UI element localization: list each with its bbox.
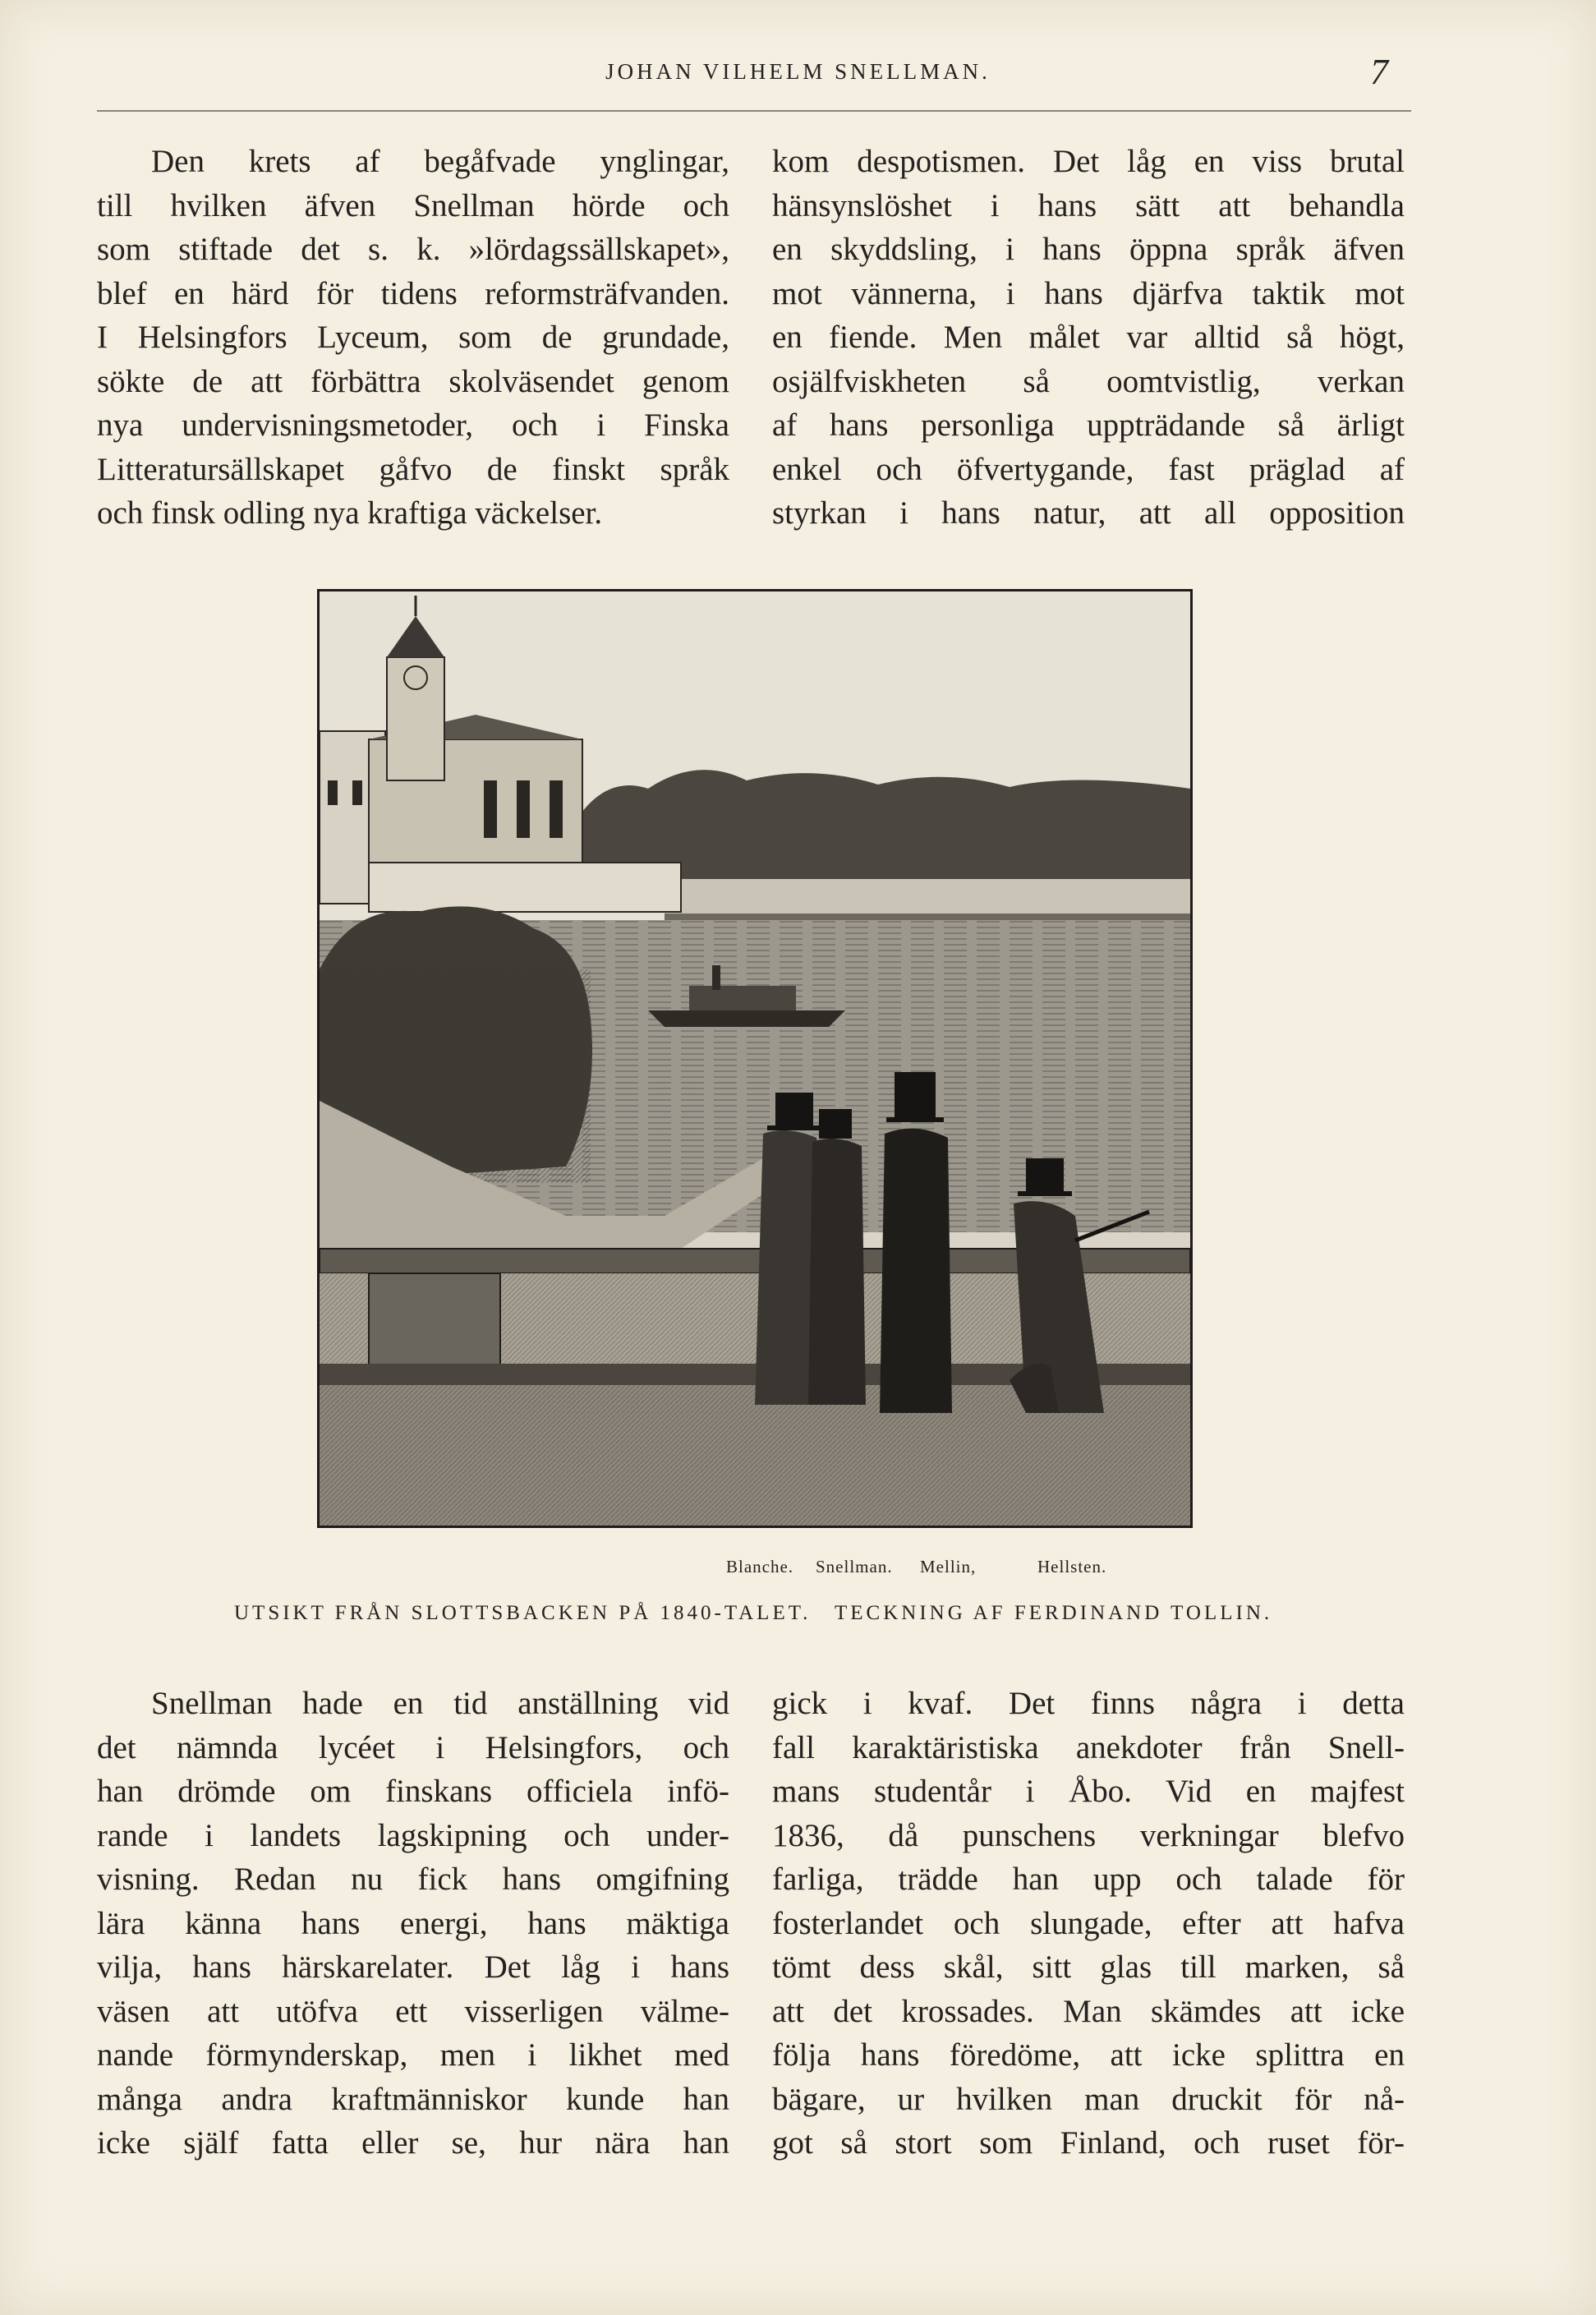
far-shore-quay xyxy=(665,914,1190,920)
text-line: följa hans föredöme, att icke splittra en xyxy=(772,2037,1405,2073)
text-line: han drömde om finskans officiela infö- xyxy=(97,1774,729,1809)
text-line: kom despotismen. Det låg en viss brutal xyxy=(772,144,1405,179)
text-line: fosterlandet och slungade, efter att hafva xyxy=(772,1905,1405,1941)
top-right-column xyxy=(772,140,1405,536)
text-line: många andra kraftmänniskor kunde han xyxy=(97,2081,729,2117)
running-title: JOHAN VILHELM SNELLMAN. xyxy=(605,59,991,84)
text-line: mot vännerna, i hans djärfva taktik mot xyxy=(772,275,1405,311)
text-line: mans studentår i Åbo. Vid en majfest xyxy=(772,1774,1405,1809)
figure-label-hellsten: Hellsten. xyxy=(1037,1557,1107,1576)
text-line: I Helsingfors Lyceum, som de grundade, xyxy=(97,320,729,355)
illustration-view-from-castle-hill xyxy=(320,591,1190,1526)
text-line: icke själf fatta eller se, hur nära han xyxy=(97,2125,729,2161)
text-line: blef en härd för tidens reformsträfvanden. xyxy=(97,275,729,311)
figure-caption-credit: TECKNING AF FERDINAND TOLLIN. xyxy=(835,1602,1273,1624)
text-line: en skyddsling, i hans öppna språk äfven xyxy=(772,232,1405,267)
text-line: osjälfviskheten så oomtvistlig, verkan xyxy=(772,363,1405,399)
text-line: bägare, ur hvilken man druckit för nå- xyxy=(772,2081,1405,2117)
text-line: af hans personliga uppträdande så ärligt xyxy=(772,407,1405,443)
bottom-right-column xyxy=(772,1682,1405,2165)
text-line: till hvilken äfven Snellman hörde och xyxy=(97,187,729,223)
figure-snellman xyxy=(808,1109,866,1405)
figure-caption-title: UTSIKT FRÅN SLOTTSBACKEN PÅ 1840-TALET. xyxy=(234,1602,812,1624)
text-line: enkel och öfvertygande, fast präglad af xyxy=(772,451,1405,487)
text-line: gick i kvaf. Det finns några i detta xyxy=(772,1686,1405,1721)
text-line: sökte de att förbättra skolväsendet genom xyxy=(97,363,729,399)
text-line: Litteratursällskapet gåfvo de finskt språk xyxy=(97,451,729,487)
text-line: hänsynslöshet i hans sätt att behandla xyxy=(772,187,1405,223)
figure-label-blanche: Blanche. xyxy=(726,1557,794,1576)
text-line: nya undervisningsmetoder, och i Finska xyxy=(97,407,729,443)
text-line: det nämnda lycéet i Helsingfors, och xyxy=(97,1729,729,1765)
text-line: styrkan i hans natur, att all opposition xyxy=(772,495,1405,531)
far-shore-esplanade xyxy=(665,879,1190,917)
bottom-left-column xyxy=(97,1682,729,2165)
text-line: visning. Redan nu fick hans omgifning xyxy=(97,1862,729,1897)
text-line: Den krets af begåfvade ynglingar, xyxy=(151,144,729,179)
text-line: Snellman hade en tid anställning vid xyxy=(151,1686,729,1721)
text-line: en fiende. Men målet var alltid så högt, xyxy=(772,320,1405,355)
text-line: got så stort som Finland, och ruset för- xyxy=(772,2125,1405,2161)
text-line: vilja, hans härskarelater. Det låg i hans xyxy=(97,1949,729,1985)
text-line: rande i landets lagskipning och under- xyxy=(97,1817,729,1853)
text-line: nande förmynderskap, men i likhet med xyxy=(97,2037,729,2073)
text-line: väsen att utöfva ett visserligen välme- xyxy=(97,1993,729,2029)
page-number: 7 xyxy=(1370,52,1388,92)
text-line: och finsk odling nya kraftiga väckelser. xyxy=(97,495,603,531)
top-left-column xyxy=(97,140,729,536)
illustration-frame xyxy=(317,589,1193,1528)
figure-label-snellman: Snellman. xyxy=(816,1557,893,1576)
text-line: 1836, då punschens verkningar blefvo xyxy=(772,1817,1405,1853)
text-line: farliga, trädde han upp och talade för xyxy=(772,1862,1405,1897)
text-line: som stiftade det s. k. »lördagssällskapet», xyxy=(97,232,729,267)
text-line: fall karaktäristiska anekdoter från Snell- xyxy=(772,1729,1405,1765)
figure-label-mellin: Mellin, xyxy=(920,1557,977,1576)
text-line: att det krossades. Man skämdes att icke xyxy=(772,1993,1405,2029)
text-line: tömt dess skål, sitt glas till marken, så xyxy=(772,1949,1405,1985)
text-line: lära känna hans energi, hans mäktiga xyxy=(97,1905,729,1941)
header-rule xyxy=(97,110,1411,112)
